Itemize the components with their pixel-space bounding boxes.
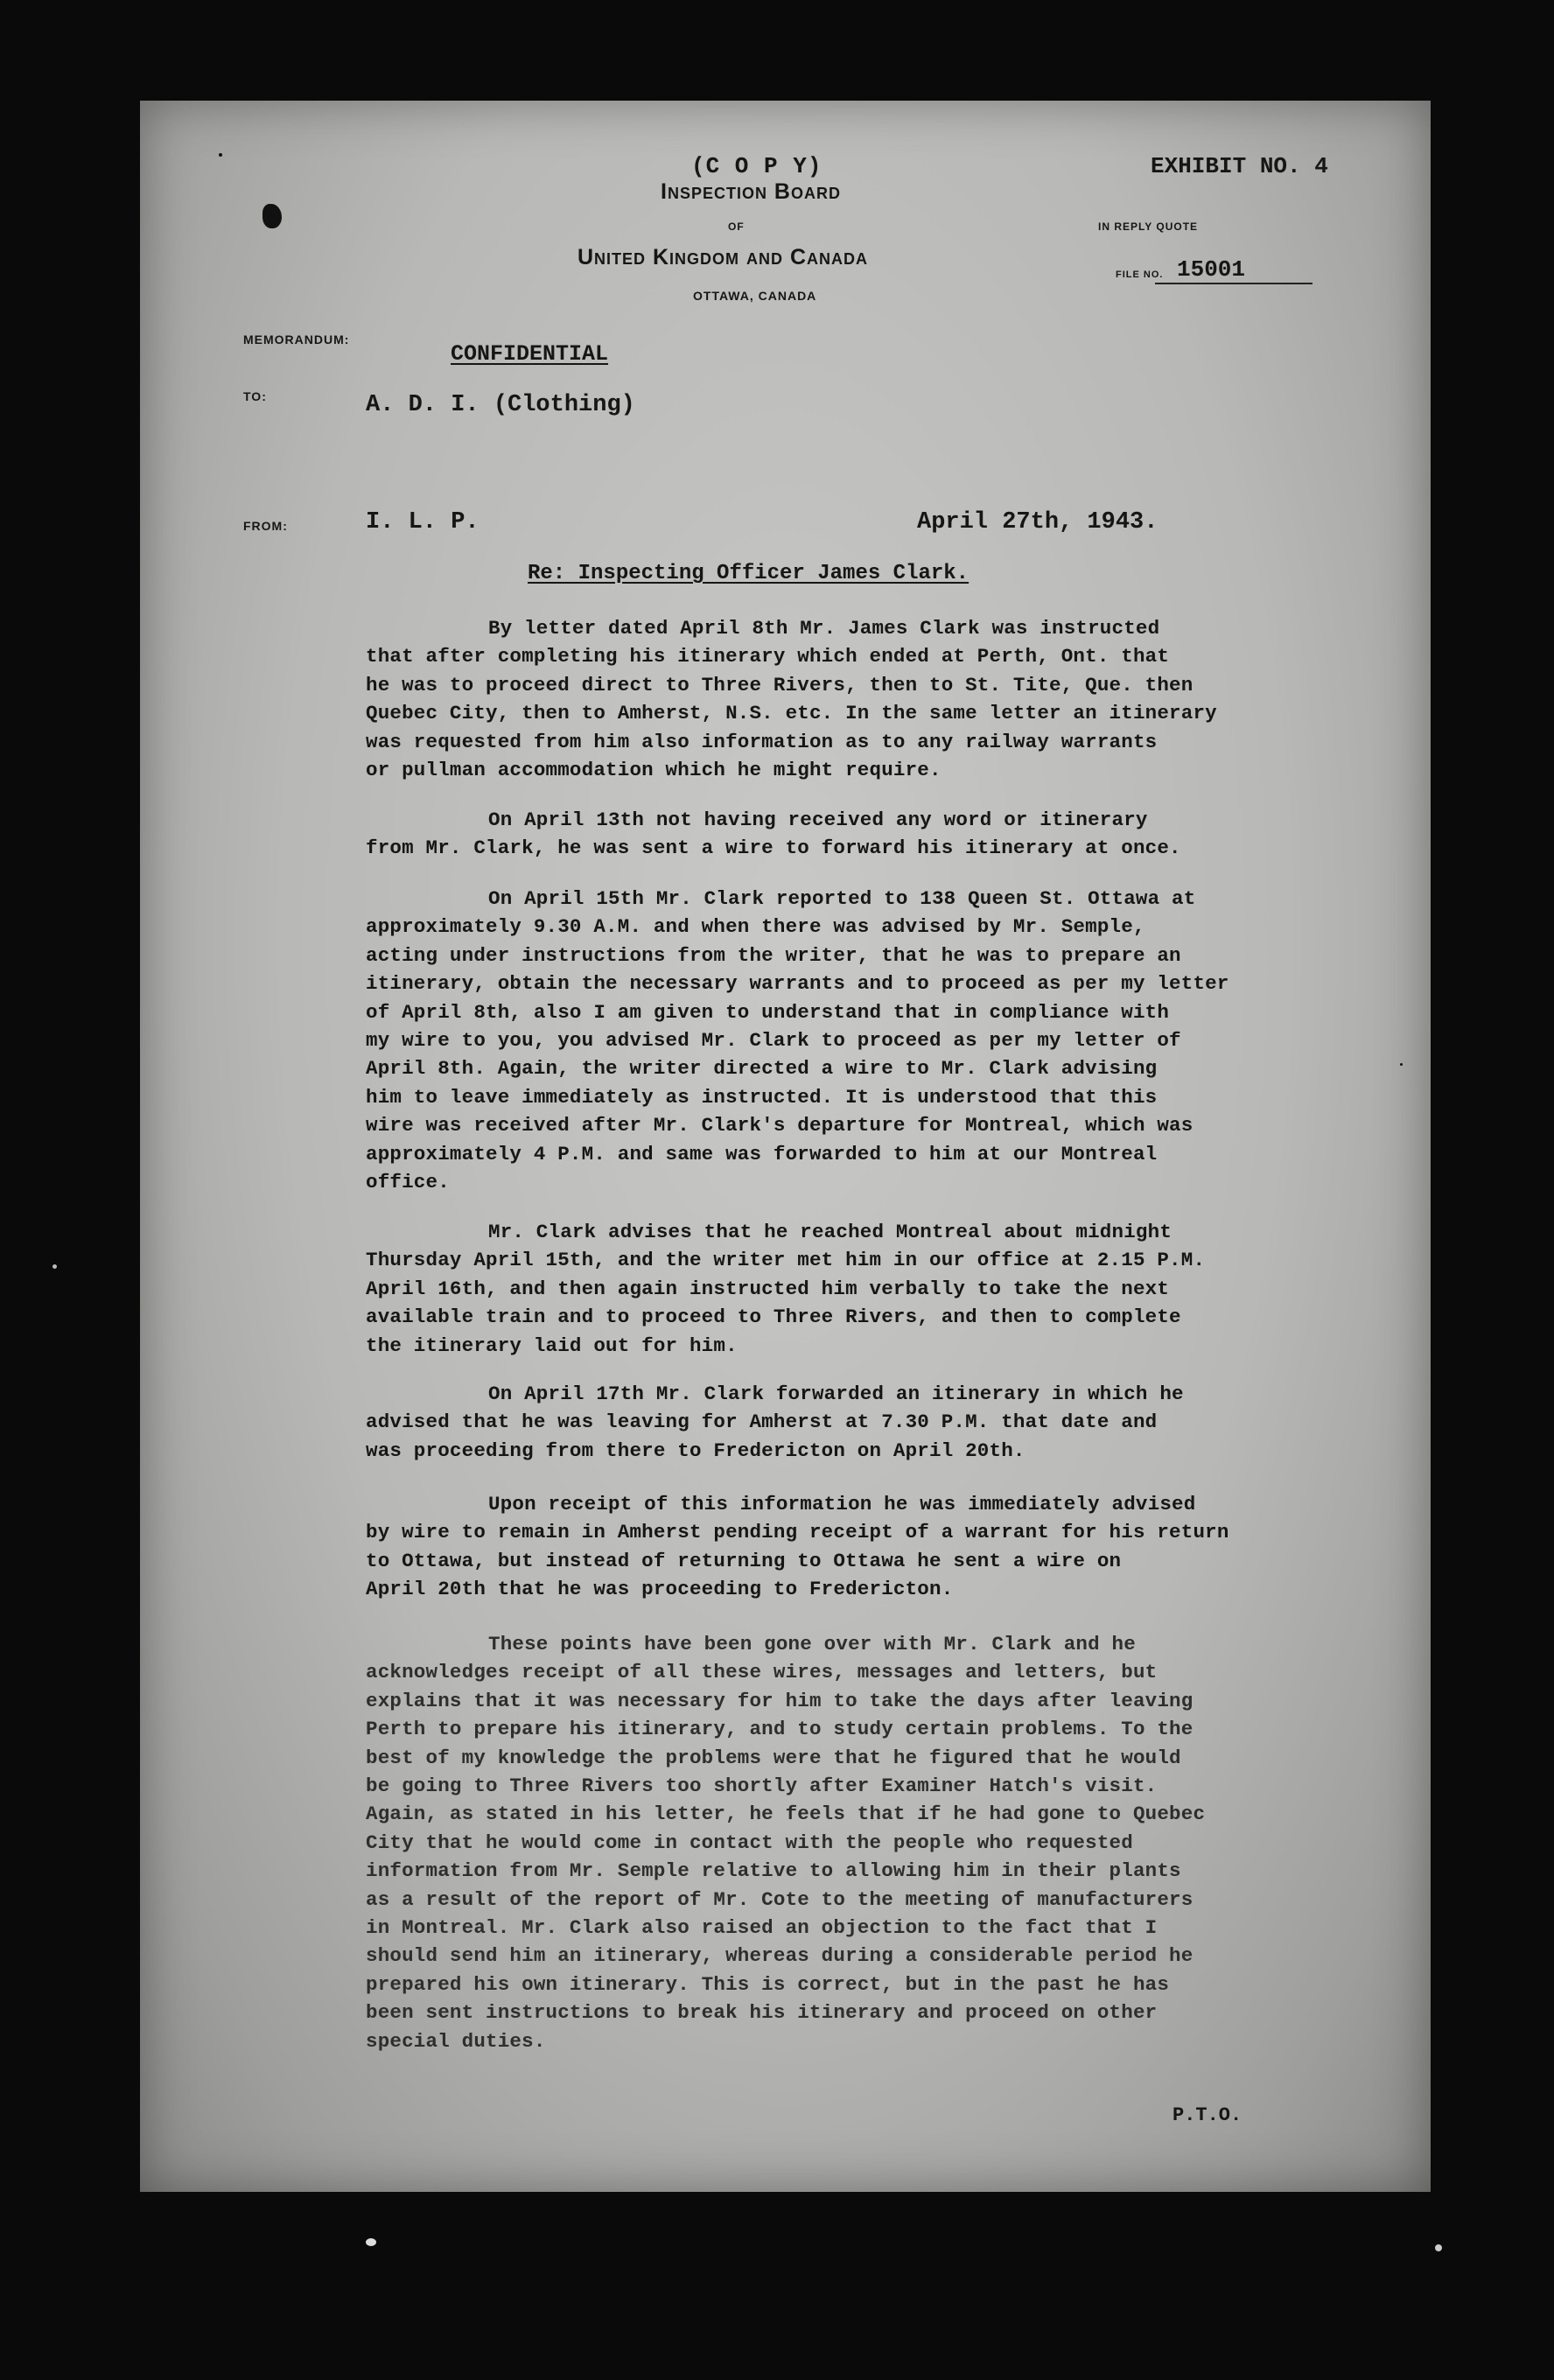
- letterhead-location: OTTAWA, CANADA: [693, 289, 817, 303]
- body-paragraph-6: Upon receipt of this information he was immediately advised by wire to remain in Amherst pending receipt of a warrant for his return to Ottawa, but instead of returning to Ottawa he sent a wire on April 20th that he was proceeding to Fredericton.: [366, 1493, 1229, 1601]
- to-recipient: A. D. I. (Clothing): [366, 392, 635, 418]
- letterhead-board-name: Inspection Board: [661, 179, 841, 204]
- film-speck: [1435, 2244, 1442, 2251]
- file-number-label: FILE NO.: [1116, 270, 1164, 280]
- to-label: TO:: [243, 389, 267, 403]
- reply-quote-label: IN REPLY QUOTE: [1098, 220, 1199, 233]
- body-paragraph-1: By letter dated April 8th Mr. James Clark was instructed that after completing his itinerary which ended at Perth, Ont. that he was to proceed direct to Three Rivers, then to St. Tite, Que. then Quebec City, then to Amherst, N.S. etc. In the same letter an itinerary was requested from him also information as to any railway warrants or pullman accommodation which he might require.: [366, 617, 1217, 782]
- body-paragraph-5: On April 17th Mr. Clark forwarded an itinerary in which he advised that he was leaving for Amherst at 7.30 P.M. that date and was proceeding from there to Fredericton on April 20th.: [366, 1382, 1184, 1462]
- body-paragraph-7: These points have been gone over with Mr. Clark and he acknowledges receipt of all these wires, messages and letters, but explains that it was necessary for him to take the days after leaving Perth to prepare his itinerary, and to study certain problems. To the best of my knowledge the problems were that he figured that he would be going to Three Rivers too shortly after Examiner Hatch's visit. Again, as stated in his letter, he feels that if he had gone to Quebec City that he would come in contact with the people who requested information from Mr. Semple relative to allowing him in their plants as a result of the report of Mr. Cote to the meeting of manufacturers in Montreal. Mr. Clark also raised an objection to the fact that I should send him an itinerary, whereas during a considerable period he prepared his own itinerary. This is correct, but in the past he has been sent instructions to break his itinerary and proceed on other special duties.: [366, 1633, 1206, 2053]
- memo-subject: Re: Inspecting Officer James Clark.: [528, 562, 970, 585]
- please-turn-over: P.T.O.: [1172, 2104, 1242, 2126]
- copy-mark: (C O P Y): [691, 153, 822, 179]
- body-paragraph-2: On April 13th not having received any word or itinerary from Mr. Clark, he was sent a wire to forward his itinerary at once.: [366, 808, 1181, 860]
- letterhead-country: United Kingdom and Canada: [578, 245, 868, 270]
- memo-date: April 27th, 1943.: [917, 509, 1158, 536]
- film-speck: [52, 1264, 57, 1269]
- exhibit-number: EXHIBIT NO. 4: [1151, 153, 1328, 179]
- dust-speck: [1400, 1063, 1403, 1066]
- classification: CONFIDENTIAL: [451, 341, 609, 367]
- from-sender: I. L. P.: [366, 509, 480, 536]
- film-speck: [366, 2238, 376, 2246]
- body-paragraph-3: On April 15th Mr. Clark reported to 138 Queen St. Ottawa at approximately 9.30 A.M. and when there was advised by Mr. Semple, acting under instructions from the writer, that he was to prepare an itinerary, obtain the necessary warrants and to proceed as per my letter of April 8th, also I am given to understand that in compliance with my wire to you, you advised Mr. Clark to proceed as per my letter of April 8th. Again, the writer directed a wire to Mr. Clark advising him to leave immediately as instructed. It is understood that this wire was received after Mr. Clark's departure for Montreal, which was approximately 4 P.M. and same was forwarded to him at our Montreal office.: [366, 887, 1229, 1194]
- memo-page: [140, 101, 1431, 2192]
- from-label: FROM:: [243, 519, 288, 533]
- ink-blot: [262, 204, 282, 228]
- body-paragraph-4: Mr. Clark advises that he reached Montreal about midnight Thursday April 15th, and the writer met him in our office at 2.15 P.M. April 16th, and then again instructed him verbally to take the next available train and to proceed to Three Rivers, and then to complete the itinerary laid out for him.: [366, 1221, 1206, 1357]
- file-number: 15001: [1177, 256, 1246, 283]
- dust-speck: [219, 153, 222, 157]
- file-number-rule: [1155, 283, 1312, 284]
- memorandum-label: MEMORANDUM:: [243, 332, 350, 346]
- letterhead-of: OF: [728, 220, 745, 233]
